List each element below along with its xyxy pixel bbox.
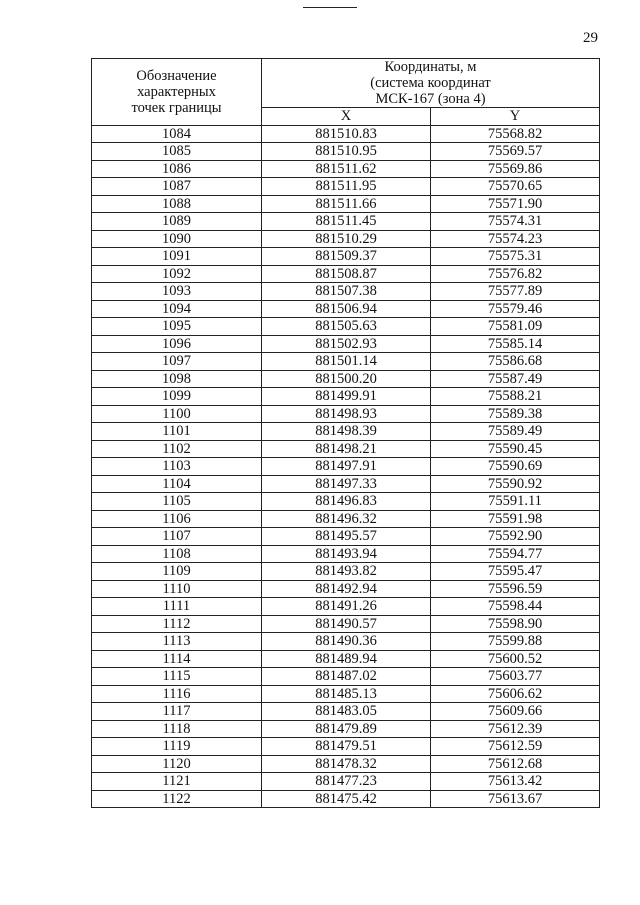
- point-id-cell: 1086: [92, 160, 262, 178]
- y-coordinate-cell: 75612.59: [431, 738, 600, 756]
- y-coordinate-cell: 75568.82: [431, 125, 600, 143]
- y-coordinate-cell: 75574.23: [431, 230, 600, 248]
- header-coordinates-line: Координаты, м: [384, 59, 477, 75]
- y-coordinate-cell: 75586.68: [431, 353, 600, 371]
- table-row: [92, 195, 600, 213]
- y-coordinate-cell: 75603.77: [431, 668, 600, 686]
- x-coordinate-cell: 881507.38: [262, 283, 431, 301]
- table-row: [92, 790, 600, 808]
- header-point-line: Обозначение: [136, 67, 217, 84]
- point-id-cell: 1091: [92, 248, 262, 266]
- point-id-cell: 1103: [92, 458, 262, 476]
- point-id-cell: 1094: [92, 300, 262, 318]
- table-row: [92, 318, 600, 336]
- x-coordinate-cell: 881511.66: [262, 195, 431, 213]
- coordinates-table: [91, 58, 600, 808]
- table-row: [92, 580, 600, 598]
- x-coordinate-cell: 881511.95: [262, 178, 431, 196]
- point-id-cell: 1109: [92, 563, 262, 581]
- table-row: [92, 563, 600, 581]
- x-coordinate-cell: 881497.91: [262, 458, 431, 476]
- x-coordinate-cell: 881498.39: [262, 423, 431, 441]
- point-id-cell: 1104: [92, 475, 262, 493]
- header-point-line: характерных: [137, 83, 216, 100]
- y-coordinate-cell: 75613.42: [431, 773, 600, 791]
- x-coordinate-cell: 881489.94: [262, 650, 431, 668]
- table-row: [92, 230, 600, 248]
- y-coordinate-cell: 75579.46: [431, 300, 600, 318]
- table-row: [92, 300, 600, 318]
- page-number: 29: [583, 30, 598, 46]
- y-coordinate-cell: 75590.69: [431, 458, 600, 476]
- y-coordinate-cell: 75598.90: [431, 615, 600, 633]
- table-row: [92, 703, 600, 721]
- point-id-cell: 1102: [92, 440, 262, 458]
- y-coordinate-cell: 75609.66: [431, 703, 600, 721]
- table-row: [92, 178, 600, 196]
- x-coordinate-cell: 881479.89: [262, 720, 431, 738]
- y-coordinate-cell: 75571.90: [431, 195, 600, 213]
- table-row: [92, 370, 600, 388]
- point-id-cell: 1099: [92, 388, 262, 406]
- y-coordinate-cell: 75612.39: [431, 720, 600, 738]
- x-coordinate-cell: 881509.37: [262, 248, 431, 266]
- point-id-cell: 1114: [92, 650, 262, 668]
- x-coordinate-cell: 881510.29: [262, 230, 431, 248]
- y-coordinate-cell: 75569.57: [431, 143, 600, 161]
- table-row: [92, 475, 600, 493]
- table-row: [92, 668, 600, 686]
- y-coordinate-cell: 75574.31: [431, 213, 600, 231]
- point-id-cell: 1097: [92, 353, 262, 371]
- point-id-cell: 1100: [92, 405, 262, 423]
- x-coordinate-cell: 881485.13: [262, 685, 431, 703]
- table-row: [92, 335, 600, 353]
- table-row: [92, 440, 600, 458]
- header-point-designation: [92, 59, 262, 126]
- x-coordinate-cell: 881501.14: [262, 353, 431, 371]
- y-coordinate-cell: 75590.45: [431, 440, 600, 458]
- table-row: [92, 755, 600, 773]
- point-id-cell: 1088: [92, 195, 262, 213]
- point-id-cell: 1119: [92, 738, 262, 756]
- table-row: [92, 353, 600, 371]
- y-coordinate-cell: 75570.65: [431, 178, 600, 196]
- x-coordinate-cell: 881479.51: [262, 738, 431, 756]
- point-id-cell: 1095: [92, 318, 262, 336]
- point-id-cell: 1090: [92, 230, 262, 248]
- point-id-cell: 1085: [92, 143, 262, 161]
- point-id-cell: 1105: [92, 493, 262, 511]
- x-coordinate-cell: 881495.57: [262, 528, 431, 546]
- x-coordinate-cell: 881475.42: [262, 790, 431, 808]
- point-id-cell: 1096: [92, 335, 262, 353]
- table-row: [92, 720, 600, 738]
- y-coordinate-cell: 75575.31: [431, 248, 600, 266]
- y-coordinate-cell: 75600.52: [431, 650, 600, 668]
- y-coordinate-cell: 75612.68: [431, 755, 600, 773]
- point-id-cell: 1110: [92, 580, 262, 598]
- y-coordinate-cell: 75591.98: [431, 510, 600, 528]
- x-coordinate-cell: 881490.36: [262, 633, 431, 651]
- x-coordinate-cell: 881498.21: [262, 440, 431, 458]
- x-coordinate-cell: 881493.82: [262, 563, 431, 581]
- x-coordinate-cell: 881496.32: [262, 510, 431, 528]
- table-row: [92, 248, 600, 266]
- x-coordinate-cell: 881477.23: [262, 773, 431, 791]
- x-coordinate-cell: 881498.93: [262, 405, 431, 423]
- y-coordinate-cell: 75598.44: [431, 598, 600, 616]
- table-row: [92, 405, 600, 423]
- y-coordinate-cell: 75595.47: [431, 563, 600, 581]
- table-row: [92, 125, 600, 143]
- y-coordinate-cell: 75596.59: [431, 580, 600, 598]
- table-body: [92, 125, 600, 808]
- x-coordinate-cell: 881478.32: [262, 755, 431, 773]
- point-id-cell: 1117: [92, 703, 262, 721]
- y-coordinate-cell: 75589.38: [431, 405, 600, 423]
- point-id-cell: 1112: [92, 615, 262, 633]
- table-row: [92, 528, 600, 546]
- x-coordinate-cell: 881491.26: [262, 598, 431, 616]
- y-coordinate-cell: 75592.90: [431, 528, 600, 546]
- table-row: [92, 493, 600, 511]
- point-id-cell: 1113: [92, 633, 262, 651]
- header-x: X: [262, 108, 431, 126]
- table-row: [92, 510, 600, 528]
- top-rule: [303, 7, 357, 8]
- point-id-cell: 1108: [92, 545, 262, 563]
- y-coordinate-cell: 75589.49: [431, 423, 600, 441]
- x-coordinate-cell: 881505.63: [262, 318, 431, 336]
- y-coordinate-cell: 75594.77: [431, 545, 600, 563]
- x-coordinate-cell: 881502.93: [262, 335, 431, 353]
- table-row: [92, 650, 600, 668]
- x-coordinate-cell: 881487.02: [262, 668, 431, 686]
- header-point-line: точек границы: [131, 99, 222, 116]
- point-id-cell: 1092: [92, 265, 262, 283]
- header-y: Y: [431, 108, 600, 126]
- x-coordinate-cell: 881483.05: [262, 703, 431, 721]
- y-coordinate-cell: 75569.86: [431, 160, 600, 178]
- y-coordinate-cell: 75587.49: [431, 370, 600, 388]
- table-row: [92, 388, 600, 406]
- table-row: [92, 458, 600, 476]
- x-coordinate-cell: 881506.94: [262, 300, 431, 318]
- table-row: [92, 685, 600, 703]
- y-coordinate-cell: 75613.67: [431, 790, 600, 808]
- table-row: [92, 738, 600, 756]
- header-coordinates-line: (система координат: [370, 75, 491, 91]
- x-coordinate-cell: 881490.57: [262, 615, 431, 633]
- table-row: [92, 633, 600, 651]
- x-coordinate-cell: 881493.94: [262, 545, 431, 563]
- x-coordinate-cell: 881492.94: [262, 580, 431, 598]
- point-id-cell: 1107: [92, 528, 262, 546]
- y-coordinate-cell: 75588.21: [431, 388, 600, 406]
- point-id-cell: 1101: [92, 423, 262, 441]
- point-id-cell: 1089: [92, 213, 262, 231]
- x-coordinate-cell: 881511.62: [262, 160, 431, 178]
- table-row: [92, 423, 600, 441]
- y-coordinate-cell: 75585.14: [431, 335, 600, 353]
- point-id-cell: 1093: [92, 283, 262, 301]
- x-coordinate-cell: 881500.20: [262, 370, 431, 388]
- point-id-cell: 1084: [92, 125, 262, 143]
- table-row: [92, 213, 600, 231]
- x-coordinate-cell: 881508.87: [262, 265, 431, 283]
- point-id-cell: 1116: [92, 685, 262, 703]
- y-coordinate-cell: 75576.82: [431, 265, 600, 283]
- header-coordinates-line: МСК-167 (зона 4): [375, 91, 486, 107]
- y-coordinate-cell: 75606.62: [431, 685, 600, 703]
- y-coordinate-cell: 75591.11: [431, 493, 600, 511]
- point-id-cell: 1122: [92, 790, 262, 808]
- y-coordinate-cell: 75599.88: [431, 633, 600, 651]
- point-id-cell: 1111: [92, 598, 262, 616]
- table-row: [92, 160, 600, 178]
- point-id-cell: 1106: [92, 510, 262, 528]
- table-row: [92, 615, 600, 633]
- table-row: [92, 143, 600, 161]
- point-id-cell: 1098: [92, 370, 262, 388]
- table-row: [92, 545, 600, 563]
- table-row: [92, 283, 600, 301]
- x-coordinate-cell: 881496.83: [262, 493, 431, 511]
- table-row: [92, 773, 600, 791]
- y-coordinate-cell: 75581.09: [431, 318, 600, 336]
- point-id-cell: 1120: [92, 755, 262, 773]
- x-coordinate-cell: 881497.33: [262, 475, 431, 493]
- x-coordinate-cell: 881510.95: [262, 143, 431, 161]
- header-coordinates: [262, 59, 600, 108]
- point-id-cell: 1087: [92, 178, 262, 196]
- point-id-cell: 1118: [92, 720, 262, 738]
- table-row: [92, 265, 600, 283]
- x-coordinate-cell: 881511.45: [262, 213, 431, 231]
- x-coordinate-cell: 881499.91: [262, 388, 431, 406]
- point-id-cell: 1121: [92, 773, 262, 791]
- table-row: [92, 598, 600, 616]
- point-id-cell: 1115: [92, 668, 262, 686]
- y-coordinate-cell: 75590.92: [431, 475, 600, 493]
- y-coordinate-cell: 75577.89: [431, 283, 600, 301]
- x-coordinate-cell: 881510.83: [262, 125, 431, 143]
